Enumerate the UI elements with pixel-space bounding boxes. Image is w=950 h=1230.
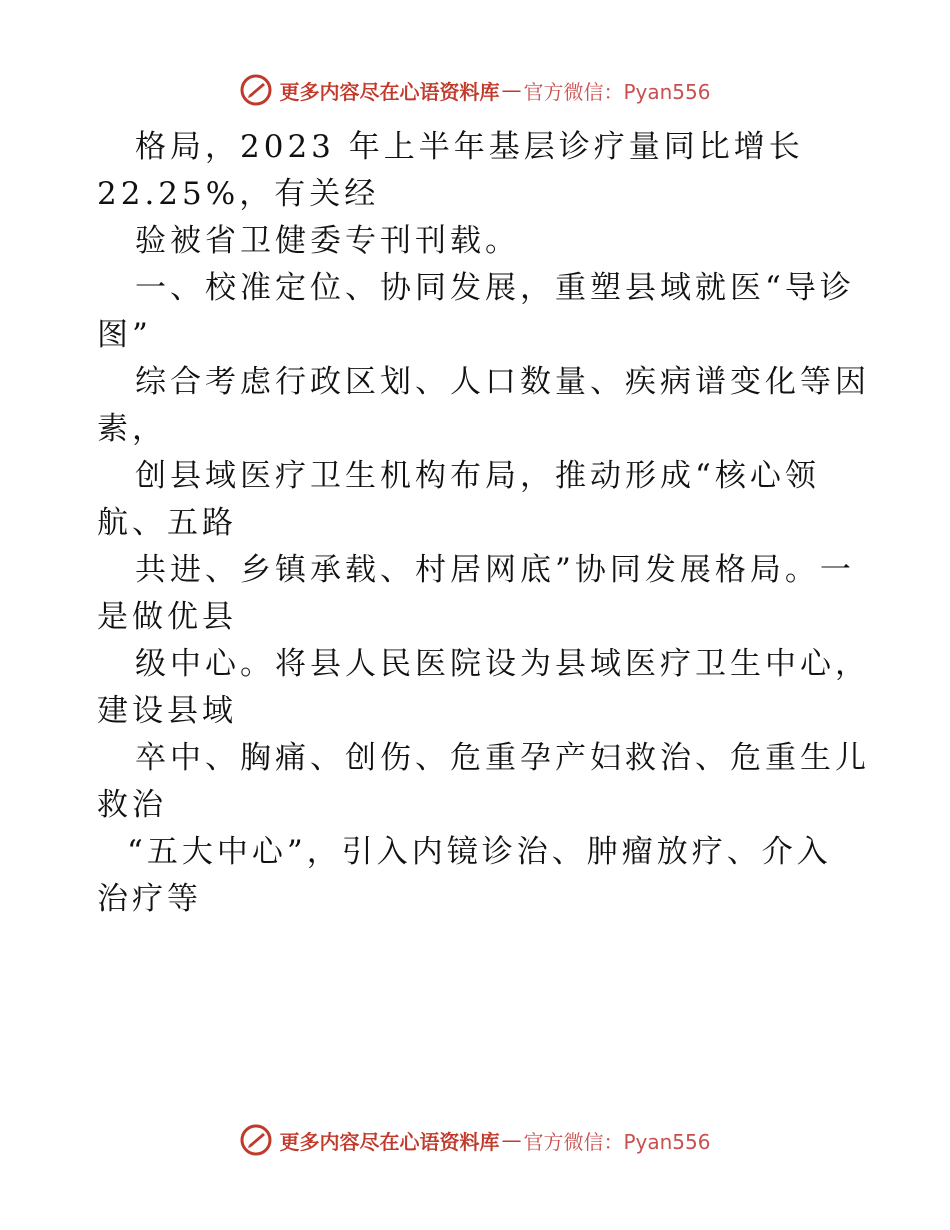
document-body bbox=[97, 124, 870, 923]
brand-logo-icon bbox=[239, 73, 273, 107]
body-line: 建设县域 bbox=[97, 693, 237, 729]
header-watermark bbox=[0, 70, 950, 110]
brand-logo-icon bbox=[239, 1123, 273, 1157]
body-line: “五大中心”，引入内镜诊治、肿瘤放疗、介入 bbox=[127, 834, 832, 870]
body-line: 22.25%，有关经 bbox=[97, 176, 380, 212]
body-line: 卒中、胸痛、创伤、危重孕产妇救治、危重生儿 bbox=[135, 740, 870, 776]
body-line: 级中心。将县人民医院设为县域医疗卫生中心， bbox=[135, 646, 870, 682]
watermark-dash: — bbox=[501, 78, 522, 102]
body-line: 素， bbox=[97, 411, 167, 447]
body-line: 共进、乡镇承载、村居网底”协同发展格局。一 bbox=[135, 552, 855, 588]
footer-watermark bbox=[0, 1120, 950, 1160]
body-line: 航、五路 bbox=[97, 505, 237, 541]
body-line: 救治 bbox=[97, 787, 167, 823]
body-line: 治疗等 bbox=[97, 881, 202, 917]
body-line: 一、校准定位、协同发展，重塑县域就医“导诊 bbox=[135, 270, 855, 306]
watermark-dash: — bbox=[501, 1128, 522, 1152]
watermark-brand: 更多内容尽在心语资料库 bbox=[279, 1129, 500, 1154]
watermark-brand: 更多内容尽在心语资料库 bbox=[279, 79, 500, 104]
watermark-contact: 官方微信：Pyan556 bbox=[523, 1129, 711, 1154]
body-line: 图” bbox=[97, 317, 152, 353]
body-line: 验被省卫健委专刊刊载。 bbox=[135, 223, 520, 259]
body-line: 创县域医疗卫生机构布局，推动形成“核心领 bbox=[135, 458, 820, 494]
body-line: 综合考虑行政区划、人口数量、疾病谱变化等因 bbox=[135, 364, 870, 400]
body-line: 是做优县 bbox=[97, 599, 237, 635]
body-line: 格局，2023 年上半年基层诊疗量同比增长 bbox=[135, 129, 804, 165]
watermark-contact: 官方微信：Pyan556 bbox=[523, 79, 711, 104]
